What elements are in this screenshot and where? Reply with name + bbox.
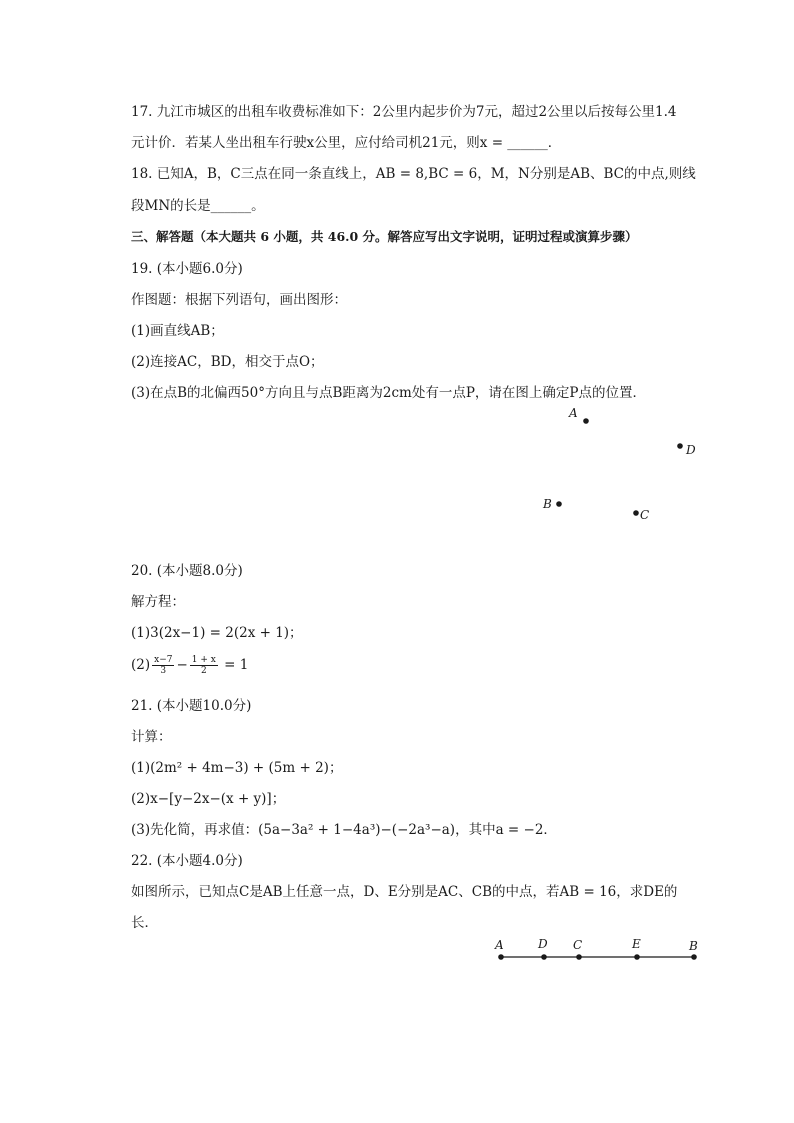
- q22-header: 22. (本小题4.0分): [131, 853, 243, 869]
- q20-fraction-1: [152, 655, 174, 676]
- q19-intro: 作图题：根据下列语句，画出图形：: [131, 292, 347, 308]
- q20-fraction-2: [190, 655, 218, 676]
- point-A-label: A: [495, 938, 504, 952]
- q20-frac2-denominator: 2: [200, 666, 207, 676]
- point-D: [537, 937, 548, 960]
- point-A-label: A: [569, 406, 578, 420]
- point-D-label: D: [538, 937, 548, 951]
- point-B-label: B: [543, 497, 552, 511]
- point-A: [568, 406, 589, 424]
- q19-header: 19. (本小题6.0分): [131, 261, 243, 277]
- q20-intro: 解方程：: [131, 594, 185, 610]
- point-B: [542, 497, 562, 511]
- point-E: [631, 937, 641, 960]
- q20-item1: (1)3(2x−1) = 2(2x + 1)；: [131, 625, 303, 641]
- q20-item2-prefix: (2): [131, 657, 151, 673]
- q18-line2: 段MN的长是______。: [131, 198, 265, 214]
- point-C: [633, 508, 649, 522]
- q17-line1: 17. 九江市城区的出租车收费标准如下：2公里内起步价为7元，超过2公里以后按每公里1.4: [131, 104, 677, 120]
- q21-item3: (3)先化简，再求值：(5a−3a² + 1−4a³)−(−2a³−a)，其中a = −2．: [131, 822, 557, 838]
- point-D: [677, 443, 696, 457]
- section-3-heading: 三、解答题（本大题共 6 小题，共 46.0 分。解答应写出文字说明，证明过程或演算步骤）: [131, 229, 638, 244]
- q18-line1: 18. 已知A，B，C三点在同一条直线上，AB = 8,BC = 6，M，N分别是AB、BC的中点,则线: [131, 166, 696, 182]
- q17-line2: 元计价．若某人坐出租车行驶x公里，应付给司机21元，则x = ______．: [131, 135, 562, 151]
- q20-minus: −: [176, 657, 188, 673]
- q21-intro: 计算：: [131, 729, 172, 745]
- q22-line2: 长．: [131, 915, 158, 931]
- q20-frac1-denominator: 3: [160, 666, 167, 676]
- q19-item3: (3)在点B的北偏西50°方向且与点B距离为2cm处有一点P，请在图上确定P点的位置．: [131, 385, 647, 401]
- q21-item2: (2)x−[y−2x−(x + y)]；: [131, 791, 286, 807]
- q19-item1: (1)画直线AB；: [131, 323, 224, 339]
- point-A: [494, 938, 504, 960]
- q19-item2: (2)连接AC，BD，相交于点O；: [131, 354, 324, 370]
- q21-header: 21. (本小题10.0分): [131, 698, 252, 714]
- point-B-label: B: [689, 939, 698, 953]
- point-D-label: D: [686, 443, 696, 457]
- q20-header: 20. (本小题8.0分): [131, 563, 243, 579]
- q20-frac2-numerator: 1 + x: [191, 655, 216, 665]
- q22-segment-figure: [0, 932, 794, 972]
- point-C-label: C: [573, 938, 583, 952]
- q19-figure: [0, 400, 794, 540]
- q20-item2: [131, 655, 691, 676]
- point-E-label: E: [632, 937, 641, 951]
- q20-rhs: = 1: [224, 657, 249, 673]
- q22-line1: 如图所示，已知点C是AB上任意一点，D、E分别是AC、CB的中点，若AB = 16，求DE的: [131, 884, 678, 900]
- q21-item1: (1)(2m² + 4m−3) + (5m + 2)；: [131, 760, 343, 776]
- q20-frac1-numerator: x−7: [154, 655, 173, 665]
- point-C-label: C: [640, 508, 650, 522]
